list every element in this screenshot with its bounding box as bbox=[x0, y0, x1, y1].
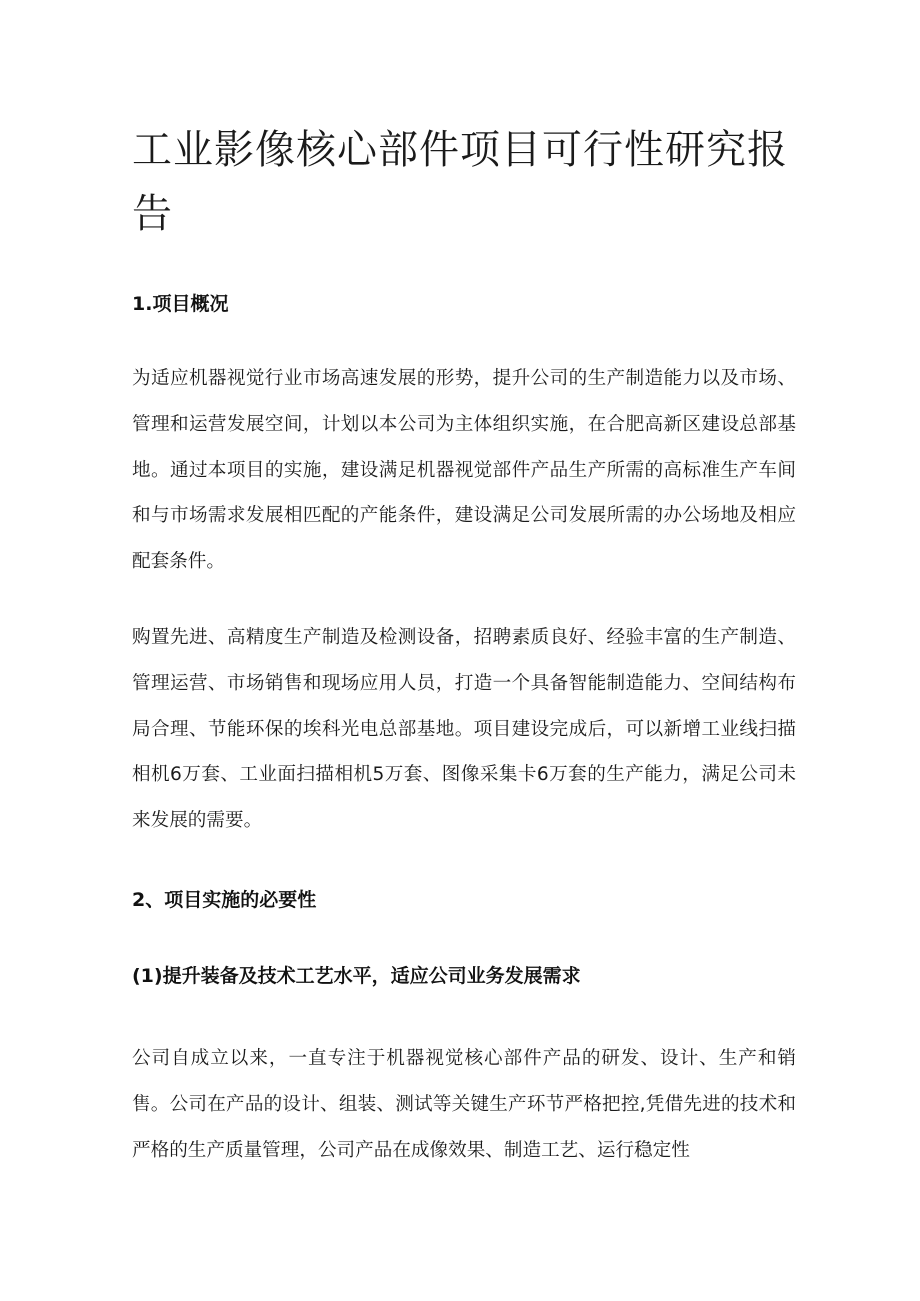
overview-paragraph-2: 购置先进、高精度生产制造及检测设备，招聘素质良好、经验丰富的生产制造、管理运营、市场销售和现场应用人员，打造一个具备智能制造能力、空间结构布局合理、节能环保的埃科光电总部基地。项目建设完成后，可以新增工业线扫描相机6万套、工业面扫描相机5万套、图像采集卡6万套的生产能力，满足公司未来发展的需要。 bbox=[132, 626, 796, 832]
overview-paragraph-1: 为适应机器视觉行业市场高速发展的形势，提升公司的生产制造能力以及市场、管理和运营发展空间，计划以本公司为主体组织实施，在合肥高新区建设总部基地。通过本项目的实施，建设满足机器视觉部件产品生产所需的高标准生产车间和与市场需求发展相匹配的产能条件，建设满足公司发展所需的办公场地及相应配套条件。 bbox=[132, 368, 796, 573]
subsection-heading-equipment: (1)提升装备及技术工艺水平，适应公司业务发展需求 bbox=[132, 964, 581, 987]
document-title: 工业影像核心部件项目可行性研究报告 bbox=[132, 127, 788, 237]
equipment-paragraph-1: 公司自成立以来，一直专注于机器视觉核心部件产品的研发、设计、生产和销售。公司在产品的设计、组装、测试等关键生产环节严格把控,凭借先进的技术和严格的生产质量管理，公司产品在成像效果、制造工艺、运行稳定性 bbox=[132, 1047, 796, 1161]
document-page bbox=[132, 118, 796, 1173]
section-heading-necessity: 2、项目实施的必要性 bbox=[132, 888, 317, 911]
section-heading-overview: 1.项目概况 bbox=[132, 293, 229, 315]
